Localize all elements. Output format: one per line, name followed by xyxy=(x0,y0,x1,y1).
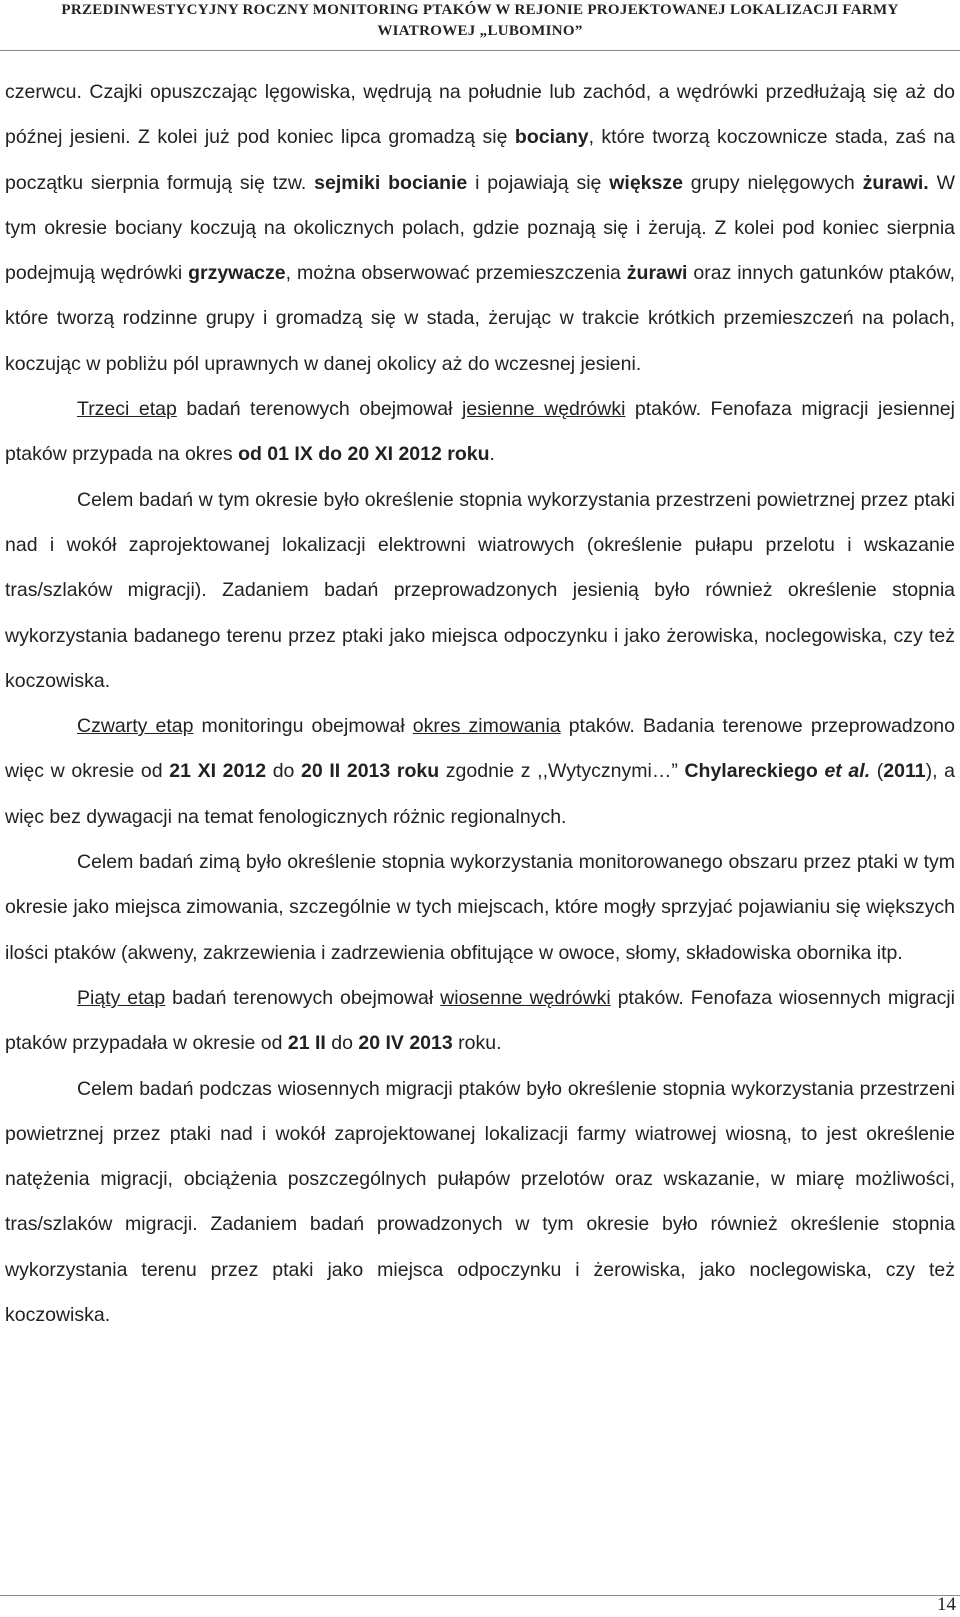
underlined-fourth-stage: Czwarty etap xyxy=(77,715,194,738)
document-body xyxy=(5,70,955,1338)
text-run: zgodnie z ,,Wytycznymi…” xyxy=(439,760,685,783)
paragraph-fourth-stage xyxy=(5,704,955,840)
paragraph-winter-goal: Celem badań zimą było określenie stopnia wykorzystania monitorowanego obszaru przez ptaki w tym okresie jako miejsca zimowania, szczególnie w tych miejscach, które mogły sprzyjać pojawianiu się większych ilości ptaków (akweny, zakrzewienia i zadrzewienia obfitujące w owoce, słomy, składowiska obornika itp. xyxy=(5,851,955,964)
paragraph-breeding-dispersal xyxy=(5,70,955,387)
underlined-wintering-period: okres zimowania xyxy=(412,715,561,738)
text-run: ), a więc bez dywagacji na temat fenologicznych różnic regionalnych. xyxy=(5,760,955,828)
bold-term-wood-pigeons: grzywacze xyxy=(188,262,286,285)
bold-winter-end: 20 II 2013 roku xyxy=(301,760,440,783)
text-run: W tym okresie bociany koczują na okolicznych polach, gdzie poznają się i żerują. Z kolei pod koniec sierpnia podejmują wędrówki xyxy=(5,171,955,285)
page-number: 14 xyxy=(937,1594,956,1615)
bold-year: 2011 xyxy=(883,760,926,783)
paragraph-fifth-stage xyxy=(5,976,955,1067)
bold-term-cranes-2: żurawi xyxy=(626,262,688,285)
bold-term-cranes: żurawi. xyxy=(862,171,929,194)
paragraph-third-stage xyxy=(5,387,955,478)
text-run: oraz innych gatunków ptaków, które tworzą rodzinne grupy i gromadzą się w stada, żerując w trakcie krótkich przemieszczeń na polach, koczując w pobliżu pól uprawnych w danej okolicy aż do wczesnej jesieni. xyxy=(5,262,955,375)
text-run: , można obserwować przemieszczenia xyxy=(285,262,627,285)
underlined-third-stage: Trzeci etap xyxy=(77,398,177,421)
underlined-autumn-migration: jesienne wędrówki xyxy=(461,398,626,421)
paragraph-spring-goal: Celem badań podczas wiosennych migracji ptaków było określenie stopnia wykorzystania przestrzeni powietrznej przez ptaki nad i wokół zaprojektowanej lokalizacji farmy wiatrowej wiosną, to jest określenie natężenia migracji, obciążenia poszczególnych pułapów przelotów oraz wskazanie, w miarę możliwości, tras/szlaków migracji. Zadaniem badań prowadzonych w tym okresie było również określenie stopnia wykorzystania terenu przez ptaki jako miejsca odpoczynku i żerowiska, jako noclegowiska, czy też koczowiska. xyxy=(5,1077,955,1327)
bold-autumn-period: od 01 IX do 20 XI 2012 roku xyxy=(238,443,490,466)
bold-spring-end: 20 IV 2013 xyxy=(358,1032,453,1055)
text-run: do xyxy=(325,1032,359,1055)
text-run: grupy nielęgowych xyxy=(682,171,863,194)
italic-et-al: et al. xyxy=(824,760,871,783)
text-run: , które tworzą koczownicze stada, zaś na początku sierpnia formują się tzw. xyxy=(5,126,955,194)
bold-spring-start: 21 II xyxy=(287,1032,326,1055)
text-run: ptaków. Fenofaza migracji jesiennej ptaków przypada na okres xyxy=(5,398,955,466)
bold-italic-et-al xyxy=(824,760,870,782)
text-run: ( xyxy=(870,760,884,783)
footer-divider xyxy=(0,1595,960,1596)
running-header-line1: PRZEDINWESTYCYJNY ROCZNY MONITORING PTAKÓW W REJONIE PROJEKTOWANEJ LOKALIZACJI FARMY xyxy=(61,2,899,18)
text-run: ptaków. Badania terenowe przeprowadzono więc w okresie od xyxy=(5,715,955,783)
underlined-spring-migration: wiosenne wędrówki xyxy=(440,986,611,1009)
text-run: . xyxy=(489,443,495,466)
text-run: do xyxy=(266,760,302,783)
bold-term-larger: większe xyxy=(609,171,683,194)
running-header xyxy=(0,0,960,48)
text-run: ptaków. Fenofaza wiosennych migracji ptaków przypadała w okresie od xyxy=(5,986,955,1055)
bold-author-name: Chylareckiego xyxy=(684,760,818,783)
text-run: roku. xyxy=(452,1032,502,1055)
running-header-line2: WIATROWEJ „LUBOMINO” xyxy=(377,23,583,39)
paragraph-autumn-goal: Celem badań w tym okresie było określenie stopnia wykorzystania przestrzeni powietrznej przez ptaki nad i wokół zaprojektowanej lokalizacji elektrowni wiatrowych (określenie pułapu przelotu i wskazanie tras/szlaków migracji). Zadaniem badań przeprowadzonych jesienią było również określenie stopnia wykorzystania badanego terenu przez ptaki jako miejsca odpoczynku i jako żerowiska, noclegowiska, czy też koczowiska. xyxy=(5,488,955,692)
text-run: monitoringu obejmował xyxy=(193,715,413,738)
text-run: i pojawiają się xyxy=(467,171,610,194)
underlined-fifth-stage: Piąty etap xyxy=(77,986,166,1009)
text-run: czerwcu. Czajki opuszczając lęgowiska, wędrują na południe lub zachód, a wędrówki przedłużają się aż do późnej jesieni. Z kolei już pod koniec lipca gromadzą się xyxy=(5,81,955,149)
bold-term-stork-gatherings: sejmiki bocianie xyxy=(314,171,468,194)
text-run: badań terenowych obejmował xyxy=(165,986,441,1009)
header-divider xyxy=(0,50,960,51)
bold-winter-start: 21 XI 2012 xyxy=(169,760,267,783)
text-run: badań terenowych obejmował xyxy=(176,398,462,421)
bold-term-storks: bociany xyxy=(514,126,589,149)
